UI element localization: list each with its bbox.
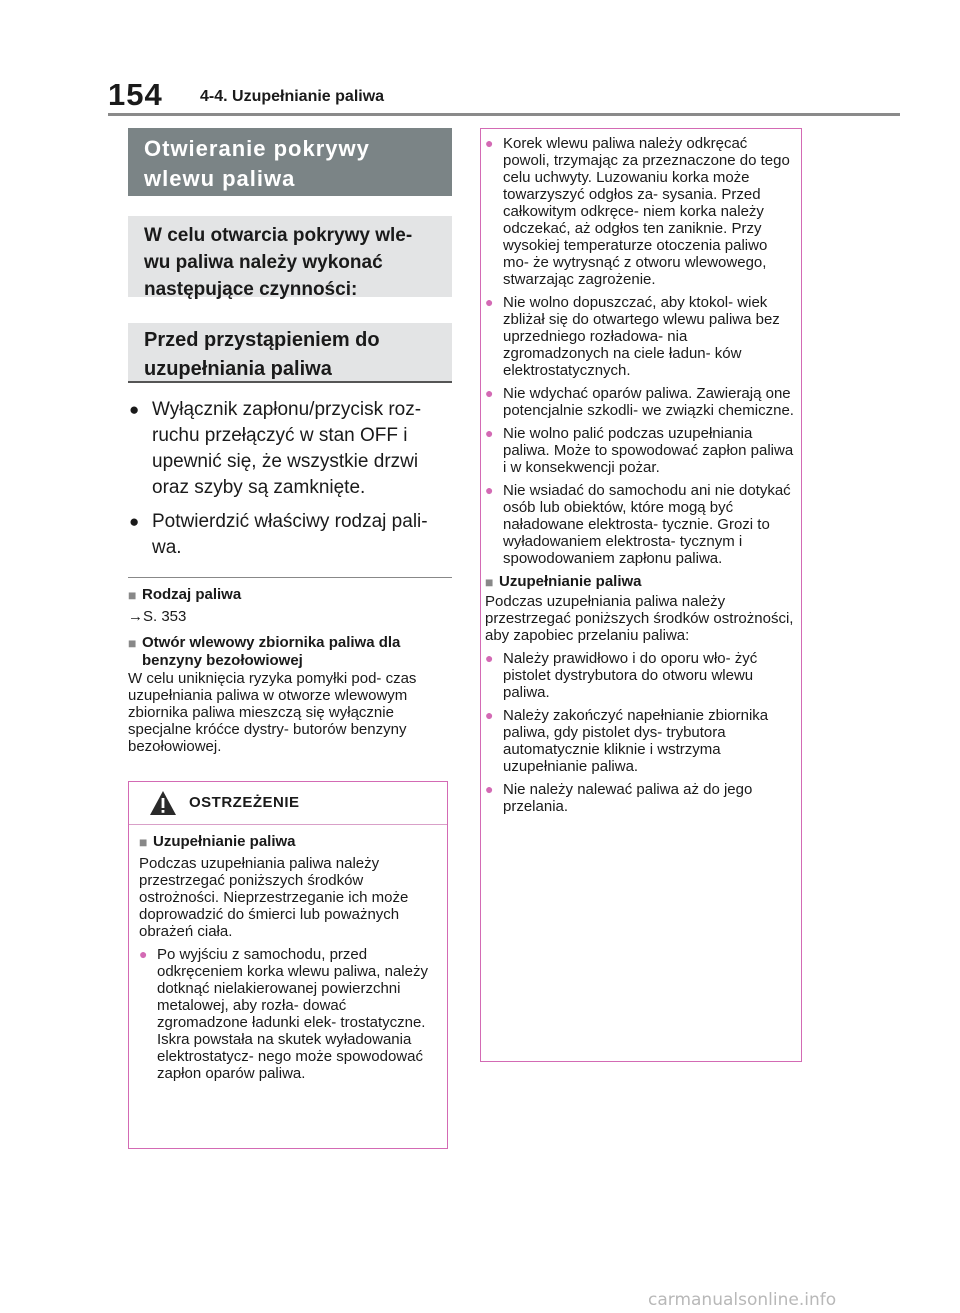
subsection-heading-box: Przed przystąpieniem do uzupełniania paliwa [128, 323, 452, 383]
warning-intro: Podczas uzupełniania paliwa należy przestrzegać poniższych środków ostrożności. Nieprzestrzeganie ich może doprowadzić do śmierci lub poważnych obrażeń ciała. [139, 855, 409, 940]
info-box: W celu otwarcia pokrywy wle- wu paliwa należy wykonać następujące czynności: [128, 216, 452, 297]
warning-label: OSTRZEŻENIE [189, 794, 300, 811]
warning-header [129, 782, 447, 825]
warning-list-top [485, 135, 797, 567]
list-item: ● Nie należy nalewać paliwa aż do jego przelania. [485, 781, 797, 815]
fuel-type-heading: ■ Rodzaj paliwa [128, 586, 452, 604]
page-number: 154 [108, 77, 163, 112]
fuel-inlet-heading: ■ Otwór wlewowy zbiornika paliwa dla benzyny bezołowiowej [128, 634, 452, 670]
list-item: ● Nie wsiadać do samochodu ani nie dotykać osób lub obiektów, które mogą być naładowane elektrosta- tycznie. Grozi to wyładowaniem elektrosta- tycznym i spowodowaniem zapłonu paliwa. [485, 482, 797, 567]
page-reference-link[interactable]: →S. 353 [128, 608, 187, 625]
list-item: ● Wyłącznik zapłonu/przycisk roz- ruchu przełączyć w stan OFF i upewnić się, że wszystkie drzwi oraz szyby są zamknięte. [128, 397, 452, 501]
warning-body [129, 825, 447, 1082]
warning-box [128, 781, 448, 1149]
list-item: ● Potwierdzić właściwy rodzaj pali- wa. [128, 509, 452, 561]
warning-list [139, 946, 437, 1082]
divider [128, 577, 452, 578]
list-item: ● Po wyjściu z samochodu, przed odkręceniem korka wlewu paliwa, należy dotknąć nielakierowanej powierzchni metalowej, aby rozła- dować zgromadzone ładunki elek- trostatyczne. Iskra powstała na skutek wyładowania elektrostatycz- nego może spowodować zapłon oparów paliwa. [139, 946, 437, 1082]
section-heading-box: Otwieranie pokrywy wlewu paliwa [128, 128, 452, 196]
warning-heading: ■ Uzupełnianie paliwa [139, 833, 437, 851]
list-item: ● Nie wdychać oparów paliwa. Zawierają one potencjalnie szkodli- we związki chemiczne. [485, 385, 797, 419]
fuel-inlet-text: W celu uniknięcia ryzyka pomyłki pod- czas uzupełniania paliwa w otworze wlewowym zbiornika paliwa mieszczą się wyłącznie specjalne króćce dystry- butorów benzyny bezołowiowej. [128, 670, 417, 755]
refuel-heading: ■ Uzupełnianie paliwa [485, 573, 797, 591]
notes-section [128, 586, 452, 755]
warning-triangle-icon [149, 790, 177, 816]
warning-continued-box [480, 128, 802, 1062]
refuel-intro: Podczas uzupełniania paliwa należy przestrzegać poniższych środków ostrożności, aby zapobiec przelaniu paliwa: [485, 593, 794, 644]
list-item: ● Korek wlewu paliwa należy odkręcać powoli, trzymając za przeznaczone do tego celu uchwyty. Luzowaniu korka może towarzyszyć odgłos za- sysania. Przed całkowitym odkręce- niem korka należy odczekać, aż odgłos ten zaniknie. Przy wysokiej temperaturze otoczenia paliwo mo- że wytrysnąć z otworu wlewowego, stwarzając zagrożenie. [485, 135, 797, 288]
procedure-list [128, 397, 452, 561]
footer-watermark: carmanualsonline.info [648, 1290, 837, 1310]
list-item: ● Należy prawidłowo i do oporu wło- żyć pistolet dystrybutora do otworu wlewu paliwa. [485, 650, 797, 701]
list-item: ● Należy zakończyć napełnianie zbiornika paliwa, gdy pistolet dys- trybutora automatycznie kliknie i wstrzyma uzupełnianie paliwa. [485, 707, 797, 775]
warning-list-bottom [485, 650, 797, 815]
section-title: 4-4. Uzupełnianie paliwa [200, 88, 385, 105]
list-item: ● Nie wolno dopuszczać, aby ktokol- wiek zbliżał się do otwartego wlewu paliwa bez uprzedniego rozładowa- nia zgromadzonych na ciele ładun- ków elektrostatycznych. [485, 294, 797, 379]
list-item: ● Nie wolno palić podczas uzupełniania paliwa. Może to spowodować zapłon paliwa i w konsekwencji pożar. [485, 425, 797, 476]
header-rule [108, 113, 900, 116]
page-header [108, 78, 900, 118]
left-column [128, 128, 452, 755]
